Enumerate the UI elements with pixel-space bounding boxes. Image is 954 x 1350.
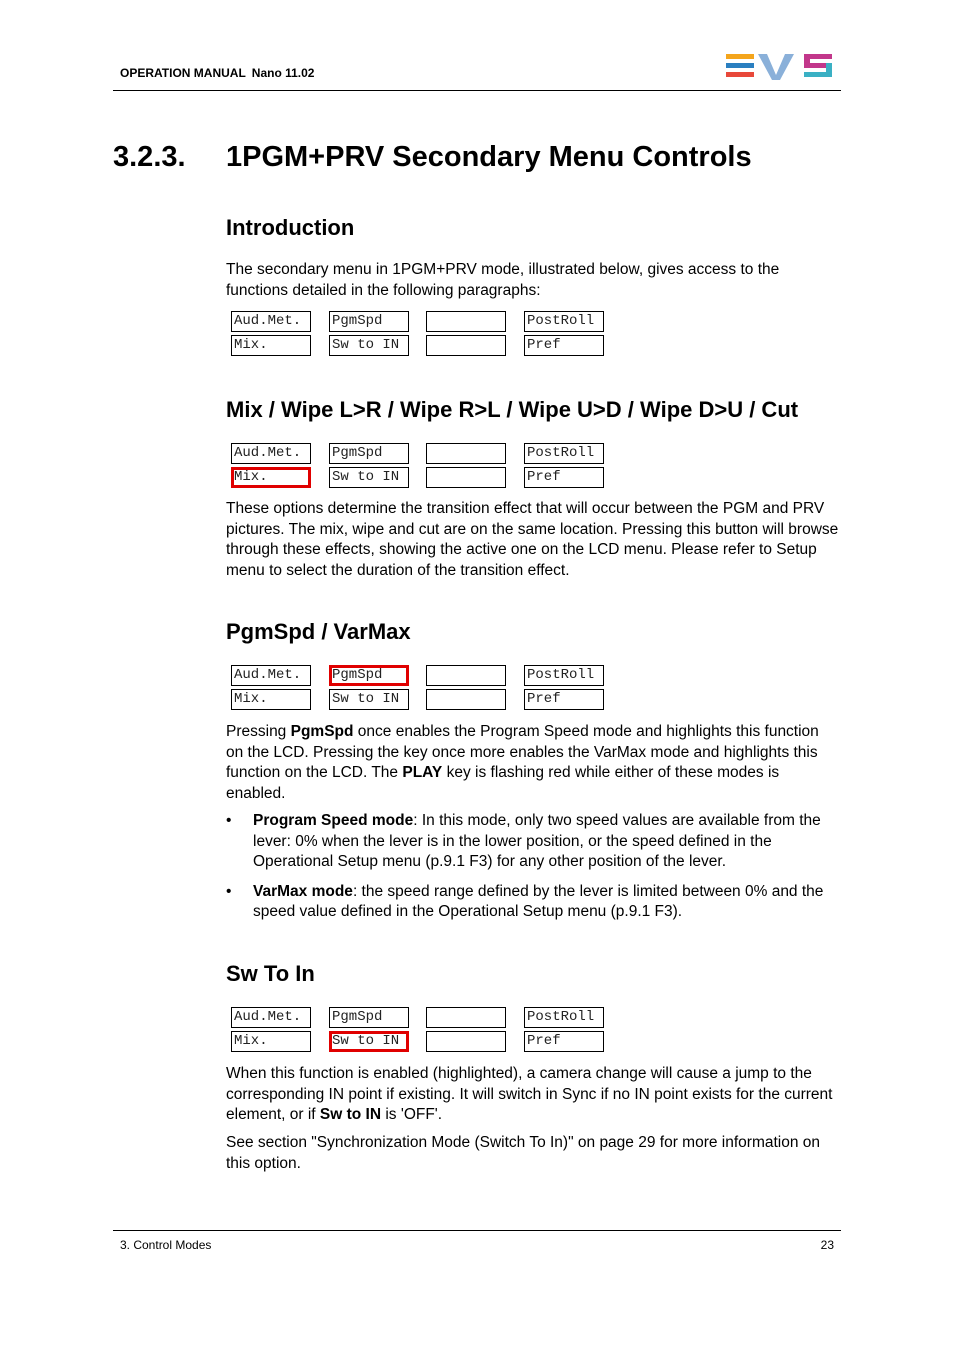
menu-diagram-intro bbox=[231, 311, 611, 361]
menu-cell-aud-met: Aud.Met. bbox=[231, 665, 311, 686]
menu-cell-pgmspd: PgmSpd bbox=[329, 311, 409, 332]
intro-paragraph: The secondary menu in 1PGM+PRV mode, illustrated below, gives access to the functions detailed in the following paragraphs: bbox=[226, 261, 780, 299]
bullet-icon: • bbox=[226, 882, 232, 900]
menu-cell-mix-highlighted: Mix. bbox=[231, 467, 311, 488]
bullet-term: Program Speed mode bbox=[253, 812, 414, 829]
swtoin-paragraph bbox=[226, 1064, 840, 1126]
pgmspd-heading: PgmSpd / VarMax bbox=[226, 619, 411, 644]
menu-cell-postroll: PostRoll bbox=[524, 1007, 604, 1028]
menu-cell-aud-met: Aud.Met. bbox=[231, 1007, 311, 1028]
menu-cell-empty bbox=[426, 665, 506, 686]
menu-cell-aud-met: Aud.Met. bbox=[231, 311, 311, 332]
menu-cell-postroll: PostRoll bbox=[524, 311, 604, 332]
play-key-term: PLAY bbox=[402, 764, 443, 781]
evs-logo bbox=[724, 53, 836, 88]
bullet-text: : In this mode, only two speed values are available from the lever: 0% when the lever is in the lower position, or the speed defined in the Operational Setup menu (p.9.1 F3) for any other position of the lever. bbox=[253, 812, 821, 870]
menu-cell-aud-met: Aud.Met. bbox=[231, 443, 311, 464]
pgmspd-text-2: once enables the Program Speed mode and highlights this function on the LCD. Pressing the key once more enables the VarMax mode and highlights this function on the LCD. The bbox=[226, 723, 819, 781]
menu-cell-pref: Pref bbox=[524, 467, 604, 488]
menu-cell-pref: Pref bbox=[524, 1031, 604, 1052]
menu-cell-mix: Mix. bbox=[231, 335, 311, 356]
header-divider bbox=[113, 90, 841, 91]
menu-cell-postroll: PostRoll bbox=[524, 443, 604, 464]
swtoin-text-2: is 'OFF'. bbox=[381, 1106, 443, 1123]
menu-cell-empty bbox=[426, 689, 506, 710]
mix-heading: Mix / Wipe L>R / Wipe R>L / Wipe U>D / Wipe D>U / Cut bbox=[226, 397, 799, 422]
swtoin-reference-paragraph: See section "Synchronization Mode (Switch To In)" on page 29 for more information on this option. bbox=[226, 1134, 821, 1172]
footer-section: 3. Control Modes bbox=[120, 1238, 212, 1252]
list-item bbox=[226, 811, 840, 873]
speed-mode-list bbox=[226, 811, 840, 932]
menu-cell-mix: Mix. bbox=[231, 689, 311, 710]
menu-cell-empty bbox=[426, 311, 506, 332]
menu-cell-sw-to-in-highlighted: Sw to IN bbox=[329, 1031, 409, 1052]
footer-divider bbox=[113, 1230, 841, 1231]
pgmspd-paragraph bbox=[226, 722, 840, 804]
manual-version: Nano 11.02 bbox=[251, 66, 315, 80]
manual-title: OPERATION MANUAL bbox=[120, 66, 246, 80]
bullet-text: : the speed range defined by the lever is limited between 0% and the speed value defined in the Operational Setup menu (p.9.1 F3). bbox=[253, 882, 824, 920]
page-number: 23 bbox=[820, 1238, 834, 1252]
running-header bbox=[120, 66, 314, 80]
pgmspd-term: PgmSpd bbox=[290, 723, 354, 740]
chapter-number: 3.2.3. bbox=[113, 141, 186, 173]
swtoin-text-1: When this function is enabled (highlighted), a camera change will cause a jump to the corresponding IN point if existing. It will switch in Sync if no IN point exists for the current element, or if bbox=[226, 1065, 833, 1123]
menu-cell-empty bbox=[426, 335, 506, 356]
bullet-icon: • bbox=[226, 812, 232, 829]
chapter-title-text: 1PGM+PRV Secondary Menu Controls bbox=[226, 141, 752, 173]
menu-diagram-mix bbox=[231, 443, 611, 493]
evs-logo-icon bbox=[724, 53, 836, 83]
chapter-title bbox=[113, 141, 752, 174]
menu-cell-pgmspd: PgmSpd bbox=[329, 1007, 409, 1028]
menu-diagram-pgmspd bbox=[231, 665, 611, 715]
menu-cell-empty bbox=[426, 1007, 506, 1028]
menu-cell-pref: Pref bbox=[524, 689, 604, 710]
intro-heading: Introduction bbox=[226, 215, 355, 240]
menu-cell-pref: Pref bbox=[524, 335, 604, 356]
menu-cell-pgmspd-highlighted: PgmSpd bbox=[329, 665, 409, 686]
mix-paragraph: These options determine the transition effect that will occur between the PGM and PRV pictures. The mix, wipe and cut are on the same location. Pressing this button will browse through these effects, showing the active one on the LCD menu. Please refer to Setup menu to select the duration of the transition effect. bbox=[226, 500, 839, 579]
bullet-term: VarMax mode bbox=[253, 882, 353, 900]
menu-cell-sw-to-in: Sw to IN bbox=[329, 467, 409, 488]
menu-cell-mix: Mix. bbox=[231, 1031, 311, 1052]
menu-cell-empty bbox=[426, 443, 506, 464]
swtoin-heading: Sw To In bbox=[226, 961, 315, 986]
menu-cell-sw-to-in: Sw to IN bbox=[329, 335, 409, 356]
list-item bbox=[226, 882, 840, 923]
menu-cell-postroll: PostRoll bbox=[524, 665, 604, 686]
menu-diagram-swtoin bbox=[231, 1007, 611, 1057]
pgmspd-text-1: Pressing bbox=[226, 723, 291, 740]
menu-cell-sw-to-in: Sw to IN bbox=[329, 689, 409, 710]
menu-cell-pgmspd: PgmSpd bbox=[329, 443, 409, 464]
menu-cell-empty bbox=[426, 467, 506, 488]
menu-cell-empty bbox=[426, 1031, 506, 1052]
sw-to-in-term: Sw to IN bbox=[319, 1106, 382, 1123]
pgmspd-text-3: key is flashing red while either of these modes is enabled. bbox=[226, 764, 780, 802]
